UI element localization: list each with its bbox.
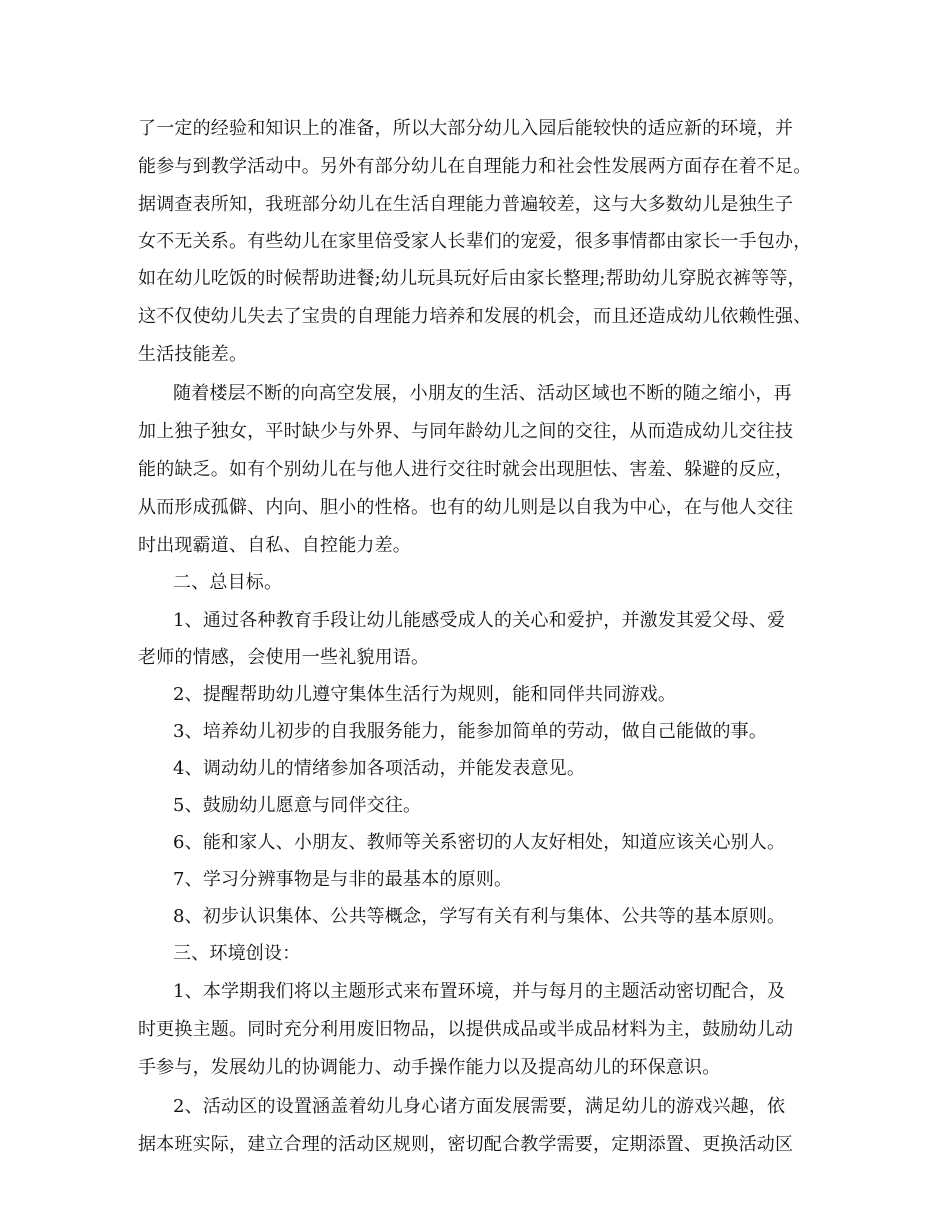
list-item: 8、初步认识集体、公共等概念，学写有关有利与集体、公共等的基本原则。 (173, 906, 786, 927)
text-line: 这不仅使幼儿失去了宝贵的自理能力培养和发展的机会，而且还造成幼儿依赖性强、 (138, 306, 812, 327)
text-line: 从而形成孤僻、内向、胆小的性格。也有的幼儿则是以自我为中心，在与他人交往 (138, 497, 794, 518)
text-line: 如在幼儿吃饭的时候帮助进餐;幼儿玩具玩好后由家长整理;帮助幼儿穿脱衣裤等等， (138, 268, 806, 289)
list-item-continuation: 时更换主题。同时充分利用废旧物品，以提供成品或半成品材料为主，鼓励幼儿动 (138, 1019, 794, 1040)
text-line: 生活技能差。 (138, 344, 248, 365)
section-heading: 二、总目标。 (173, 572, 283, 593)
text-line: 时出现霸道、自私、自控能力差。 (138, 535, 411, 556)
section-heading: 三、环境创设： (173, 943, 301, 964)
text-line: 女不无关系。有些幼儿在家里倍受家人长辈们的宠爱，很多事情都由家长一手包办， (138, 231, 812, 252)
text-line: 加上独子独女，平时缺少与外界、与同年龄幼儿之间的交往，从而造成幼儿交往技 (138, 421, 794, 442)
list-item: 5、鼓励幼儿愿意与同伴交往。 (173, 795, 422, 816)
list-item-continuation: 据本班实际，建立合理的活动区规则，密切配合教学需要，定期添置、更换活动区 (138, 1134, 794, 1155)
text-line: 了一定的经验和知识上的准备，所以大部分幼儿入园后能较快的适应新的环境，并 (138, 118, 794, 139)
text-line: 随着楼层不断的向高空发展，小朋友的生活、活动区域也不断的随之缩小，再 (173, 383, 792, 404)
list-item: 4、调动幼儿的情绪参加各项活动，并能发表意见。 (173, 758, 586, 779)
list-item: 2、提醒帮助幼儿遵守集体生活行为规则，能和同伴共同游戏。 (173, 684, 677, 705)
list-item: 2、活动区的设置涵盖着幼儿身心诸方面发展需要，满足幼儿的游戏兴趣，依 (173, 1096, 786, 1117)
text-line: 能的缺乏。如有个别幼儿在与他人进行交往时就会出现胆怯、害羞、躲避的反应， (138, 459, 794, 480)
list-item-continuation: 手参与，发展幼儿的协调能力、动手操作能力以及提高幼儿的环保意识。 (138, 1057, 721, 1078)
list-item: 7、学习分辨事物是与非的最基本的原则。 (173, 869, 513, 890)
list-item: 1、本学期我们将以主题形式来布置环境，并与每月的主题活动密切配合，及 (173, 981, 786, 1002)
text-line: 能参与到教学活动中。另外有部分幼儿在自理能力和社会性发展两方面存在着不足。 (138, 156, 812, 177)
list-item-continuation: 老师的情感，会使用一些礼貌用语。 (138, 647, 430, 668)
list-item: 6、能和家人、小朋友、教师等关系密切的人友好相处，知道应该关心别人。 (173, 832, 786, 853)
text-line: 据调查表所知，我班部分幼儿在生活自理能力普遍较差，这与大多数幼儿是独生子 (138, 194, 794, 215)
list-item: 1、通过各种教育手段让幼儿能感受成人的关心和爱护，并激发其爱父母、爱 (173, 610, 786, 631)
list-item: 3、培养幼儿初步的自我服务能力，能参加简单的劳动，做自己能做的事。 (173, 721, 768, 742)
